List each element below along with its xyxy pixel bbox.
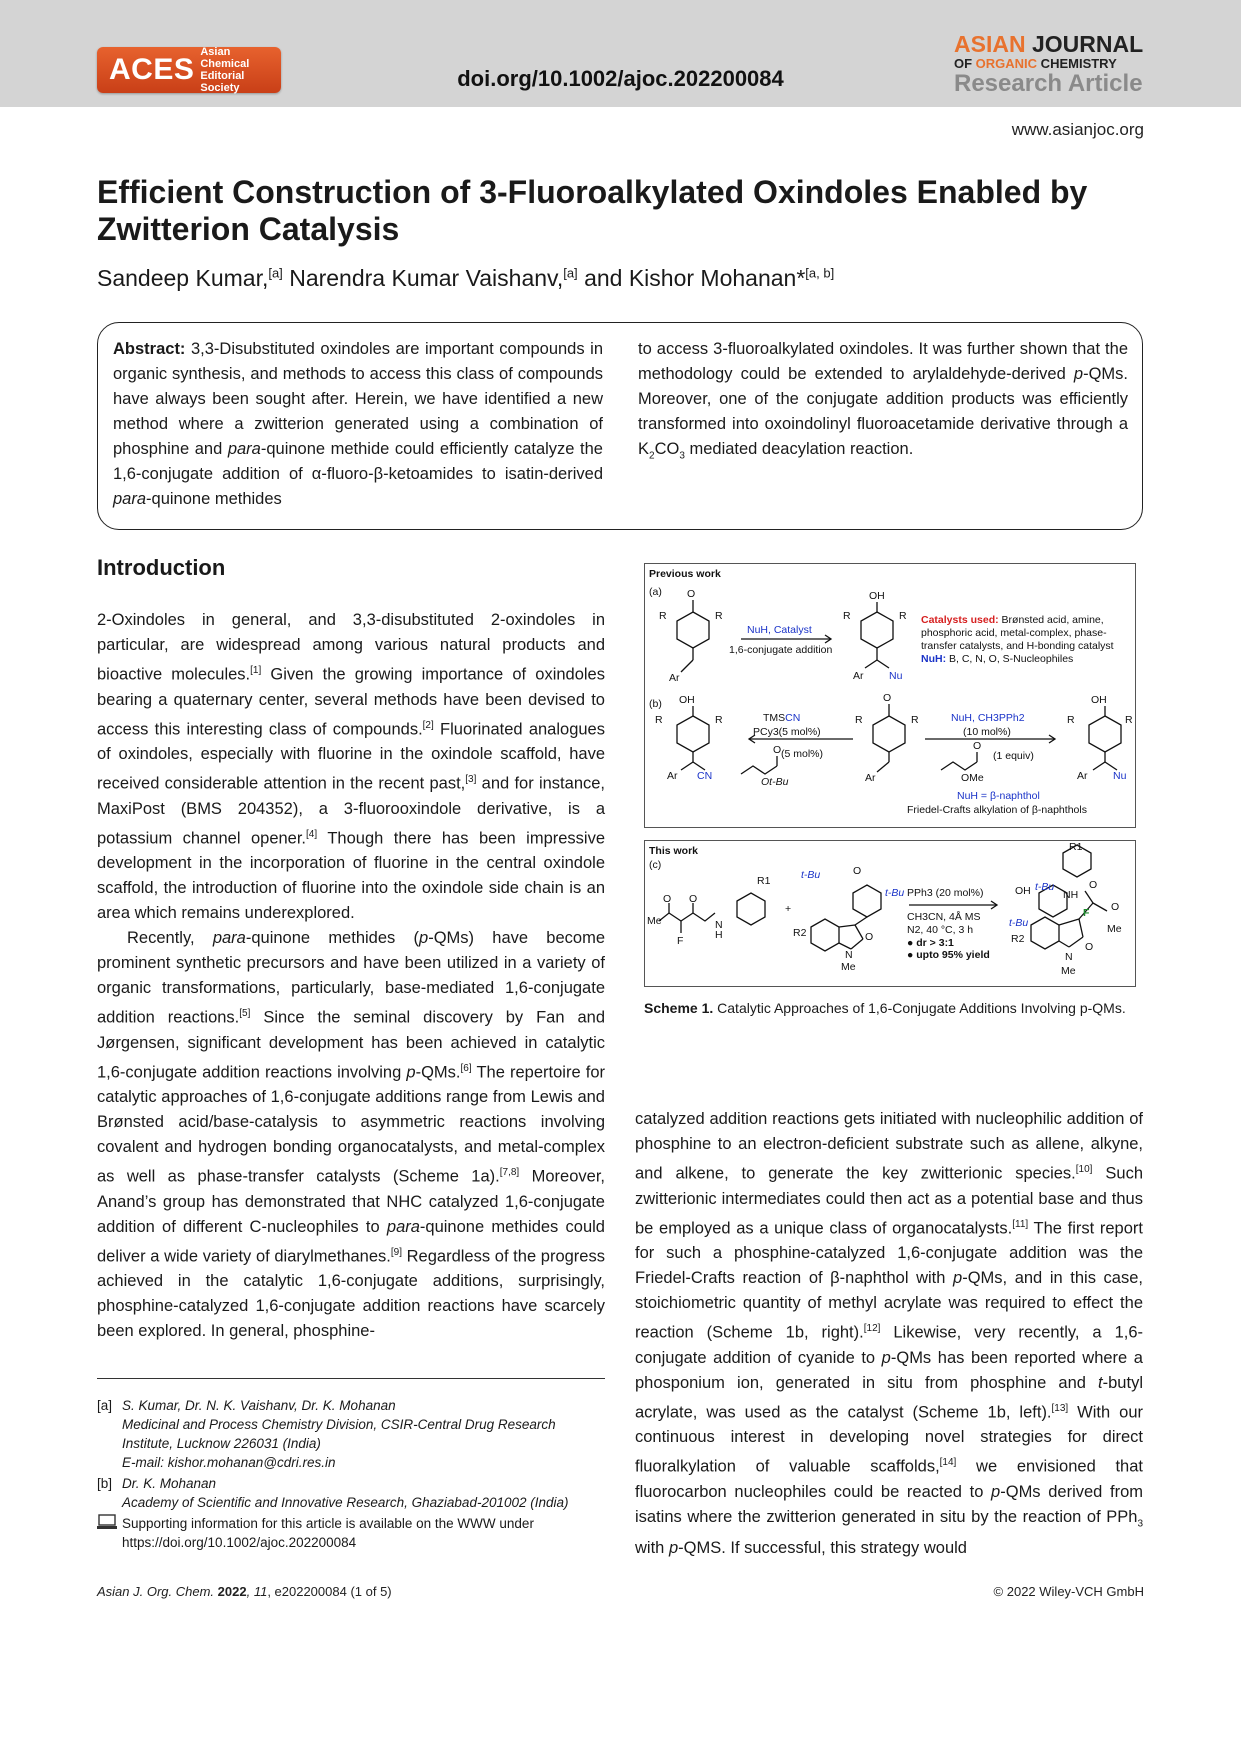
doi-link[interactable]: doi.org/10.1002/ajoc.202200084 bbox=[457, 66, 784, 91]
abstract-right-column: to access 3-fluoroalkylated oxindoles. It was further shown that the methodology could be extended to arylaldehyde-derived p-QMs. Moreover, one of the conjugate addition products was efficiently transformed into oxoindolinyl fluoroacetamide derivative through a $K_2CO_3$ mediated deacylation reaction. bbox=[638, 340, 1128, 462]
corresponding-email[interactable]: E-mail: kishor.mohanan@cdri.res.in bbox=[122, 1455, 336, 1470]
journal-website-link[interactable]: www.asianjoc.org bbox=[1011, 120, 1144, 139]
computer-icon bbox=[97, 1514, 122, 1552]
pqm-ring-a bbox=[677, 612, 709, 648]
page-footer-citation: Asian J. Org. Chem. 2022, 11, e202200084 (1 of 5) bbox=[97, 1584, 392, 1599]
footnote-b: [b] Dr. K. Mohanan Academy of Scientific and Innovative Research, Ghaziabad-201002 (India) bbox=[97, 1476, 569, 1510]
pqm-ring-b bbox=[873, 716, 905, 752]
product-ring-b-left bbox=[677, 716, 709, 752]
scheme-1-caption: Scheme 1. Catalytic Approaches of 1,6-Conjugate Additions Involving p-QMs. bbox=[644, 1000, 1126, 1016]
product-oxindole-ring bbox=[1031, 917, 1059, 949]
aces-logo-word: ACES bbox=[109, 53, 195, 86]
page-footer-copyright: © 2022 Wiley-VCH GmbH bbox=[993, 1584, 1144, 1599]
footnote-divider bbox=[97, 1378, 605, 1379]
abstract-left-column: Abstract: 3,3-Disubstituted oxindoles are important compounds in organic synthesis, and methods to access this class of compounds have always been sought after. Herein, we have identified a new method where a zwitterion generated using a combination of phosphine and para-quinone methide could efficiently catalyze the 1,6-conjugate addition of α-fluoro-β-ketoamides to isatin-derived para-quinone methides bbox=[113, 340, 603, 508]
journal-logo: ASIAN JOURNAL OF ORGANIC CHEMISTRY Research Article bbox=[954, 31, 1144, 97]
previous-work-panel: Previous work (a) O R R Ar NuH, Catalyst 1,6-conjugate addition OH R R Ar Nu Catalysts used: Brønsted acid, amine, phosphoric acid, metal-complex, phase- transfer catalysts, and H-bonding catalyst NuH: B, C, N, O, S-Nucleophiles (b) OH R R Ar CN TMSCN PCy3(5 mol%) (5 mol%) O Ot-Bu O R R Ar NuH, CH3PPh2 (10 mol%) O (1 equiv) OMe OH R R Ar Nu NuH = β-naphthol Friedel-Crafts alkylation of β-naphthols bbox=[644, 563, 1136, 828]
paragraph-2: Recently, para-quinone methides (p-QMs) have become prominent synthetic precursors and have been utilized in a variety of organic transformations, particularly, base-mediated 1,6-conjugate addition reactions.[5] Since the seminal discovery by Fan and Jørgensen, significant development has been achieved in catalytic 1,6-conjugate addition reactions involving p-QMs.[6] The repertoire for catalytic approaches of 1,6-conjugate additions range from Lewis and Brønsted acid/base-catalysis to asymmetric reactions involving covalent and hydrogen bonding organocatalysts, and metal-complex as well as phase-transfer catalysts (Scheme 1a).[7,8] Moreover, Anand’s group has demonstrated that NHC catalyzed 1,6-conjugate addition of different C-nucleophiles to para-quinone methides could deliver a wide variety of diarylmethanes.[9] Regardless of the progress achieved in the catalytic 1,6-conjugate additions, surprisingly, phosphine-catalyzed 1,6-conjugate addition reactions have scarcely been explored. In general, phosphine- bbox=[97, 929, 606, 1340]
this-work-label: This work bbox=[649, 845, 699, 857]
body-column-right: catalyzed addition reactions gets initiated with nucleophilic addition of phosphine to an electron-deficient substrate such as allene, alkyne, and alkene, to generate the key zwitterionic species.[10] Such zwitterionic intermediates could then act as a potential base and thus be employed as a unique class of organocatalysts.[11] The first report for such a phosphine-catalyzed 1,6-conjugate addition was the Friedel-Crafts reaction of β-naphthol with p-QMs, and in this case, stoichiometric quantity of methyl acrylate was required to effect the reaction (Scheme 1b, right).[12] Likewise, very recently, a 1,6-conjugate addition of cyanide to p-QMs has been reported where a phosponium ion, generated in situ from phosphine and t-butyl acrylate, was used as the catalyst (Scheme 1b, left).[13] With our continuous interest in developing novel strategies for direct fluoralkylation of valuable scaffolds,[14] we envisioned that fluorocarbon nucleophiles could be reacted to p-QMs derived from isatins where the zwitterion generated in situ by the reaction of PPh$_3$ with p-QMS. If successful, this strategy would bbox=[635, 1110, 1144, 1557]
this-work-panel: This work (c) O O Me F N H R1 + t-Bu O t-Bu R2 O N Me PPh3 (20 mol%) CH3CN, 4Å MS N2, 40 °C, 3 h ● dr > 3:1 ● upto 95% yield R1 OH t-Bu t-Bu NH O F O Me R2 O N Me bbox=[644, 840, 1136, 987]
oxindole-ring bbox=[811, 919, 839, 951]
scheme-1-figure bbox=[644, 563, 1136, 987]
previous-work-label: Previous work bbox=[649, 568, 721, 580]
nucleophiles-note: NuH: B, C, N, O, S-Nucleophiles bbox=[921, 653, 1074, 665]
product-ring-a bbox=[861, 612, 893, 648]
aryl-ring bbox=[737, 893, 765, 925]
body-column-left bbox=[97, 608, 605, 1344]
author-list: Sandeep Kumar,[a] Narendra Kumar Vaishanv,[a] and Kishor Mohanan*[a, b] bbox=[97, 265, 835, 291]
footnotes bbox=[97, 1396, 607, 1554]
aces-society-name: Asian Chemical Editorial Society bbox=[200, 46, 250, 94]
pqm-ring-c bbox=[853, 885, 881, 917]
supporting-info-link[interactable]: Supporting information for this article is available on the WWW under https://doi.org/10.1002/ajoc.202200084 bbox=[122, 1516, 534, 1550]
footnote-a: [a] S. Kumar, Dr. N. K. Vaishanv, Dr. K. Mohanan Medicinal and Process Chemistry Division, CSIR-Central Drug Research Institute, Lucknow 226031 (India) E-mail: kishor.mohanan@cdri.res.in bbox=[97, 1398, 556, 1470]
article-title: Efficient Construction of 3-Fluoroalkylated Oxindoles Enabled by Zwitterion Catalysis bbox=[97, 174, 1088, 247]
abstract-box bbox=[97, 322, 1143, 530]
paragraph-1: 2-Oxindoles in general, and 3,3-disubstituted 2-oxindoles in particular, are widespread among various natural products and bioactive molecules.[1] Given the growing importance of oxindoles bearing a quaternary center, several methods have been devised to access this interesting class of compounds.[2] Fluorinated analogues of oxindoles, especially with fluorine in the oxindole scaffold, have received considerable attention in the recent past,[3] and for instance, MaxiPost (BMS 204352), a 3-fluorooxindole derivative, is a potassium channel opener.[4] Though there has been impressive development in the incorporation of fluorine in the central oxindole scaffold, the introduction of fluorine into the oxindole side chain is an area which remains underexplored. bbox=[97, 611, 606, 922]
section-heading-introduction: Introduction bbox=[97, 555, 226, 580]
product-ring-b-right bbox=[1089, 716, 1121, 752]
supporting-info-note bbox=[97, 1514, 607, 1552]
article-type: Research Article bbox=[954, 70, 1143, 97]
catalysts-used-note: Catalysts used: Brønsted acid, amine, bbox=[921, 614, 1104, 626]
